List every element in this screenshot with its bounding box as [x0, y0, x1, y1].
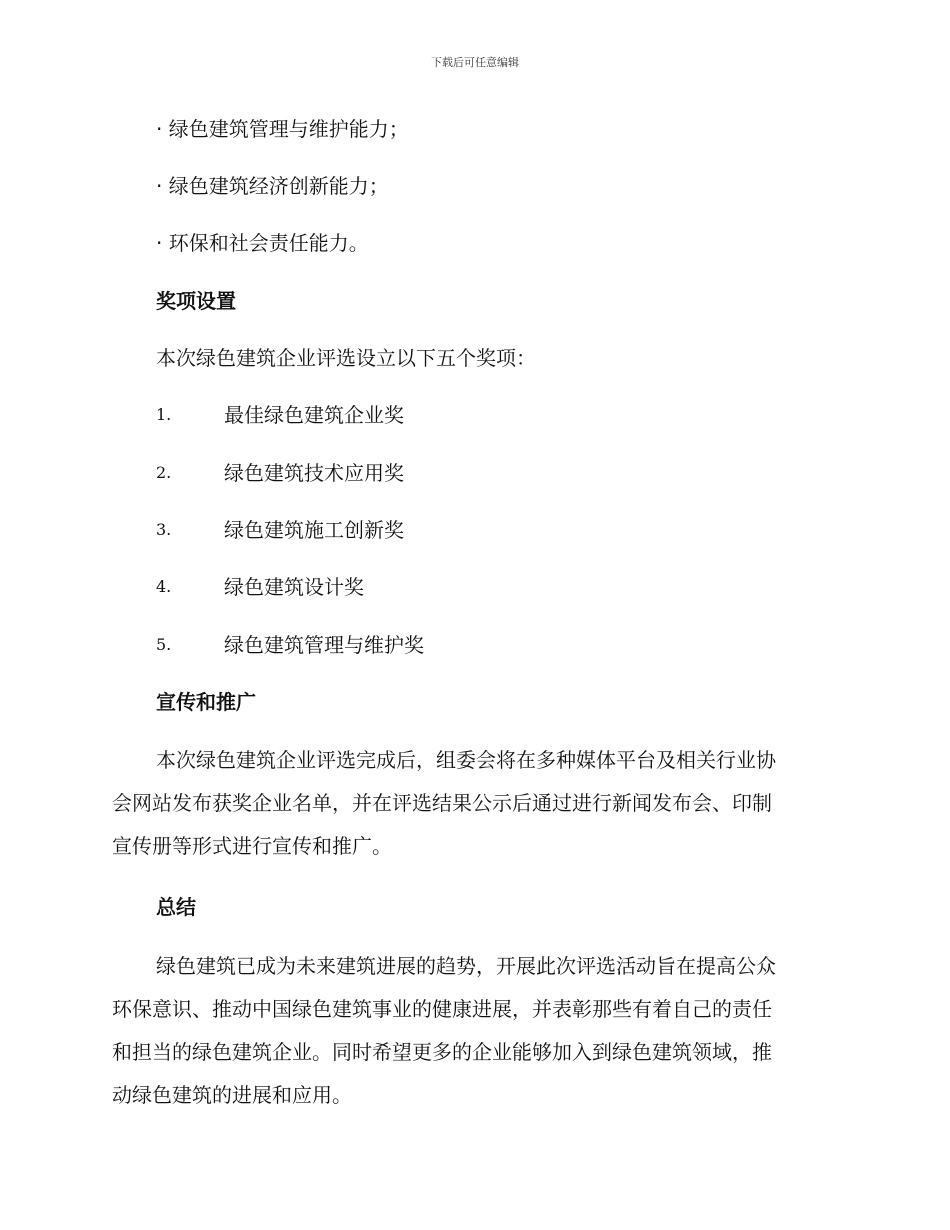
award-number: 4. [156, 577, 172, 596]
paragraph-line: 宣传册等形式进行宣传和推广。 [112, 834, 392, 858]
paragraph-line: 会网站发布获奖企业名单，并在评选结果公示后通过进行新闻发布会、印制 [112, 791, 772, 815]
award-name: 绿色建筑施工创新奖 [224, 518, 404, 542]
paragraph-line: 绿色建筑已成为未来建筑进展的趋势，开展此次评选活动旨在提高公众 [156, 954, 776, 978]
award-number: 5. [156, 635, 172, 654]
section-heading-summary: 总结 [156, 895, 196, 919]
award-number: 1. [156, 405, 172, 424]
bullet-item: · 环保和社会责任能力。 [156, 231, 369, 255]
award-name: 最佳绿色建筑企业奖 [224, 403, 404, 427]
bullet-item: · 绿色建筑经济创新能力； [156, 174, 389, 198]
award-name: 绿色建筑技术应用奖 [224, 461, 404, 485]
paragraph-line: 环保意识、推动中国绿色建筑事业的健康进展，并表彰那些有着自己的责任 [112, 997, 772, 1021]
award-name: 绿色建筑管理与维护奖 [224, 633, 424, 657]
paragraph-line: 和担当的绿色建筑企业。同时希望更多的企业能够加入到绿色建筑领域，推 [112, 1040, 772, 1064]
promotion-paragraph [112, 739, 832, 868]
header-note: 下载后可任意编辑 [431, 56, 519, 69]
bullet-item: · 绿色建筑管理与维护能力； [156, 117, 409, 141]
paragraph-line: 本次绿色建筑企业评选完成后，组委会将在多种媒体平台及相关行业协 [156, 748, 776, 772]
summary-paragraph [112, 945, 832, 1117]
award-number: 3. [156, 520, 172, 539]
awards-intro: 本次绿色建筑企业评选设立以下五个奖项： [156, 346, 536, 370]
award-number: 2. [156, 463, 172, 482]
section-heading-awards: 奖项设置 [156, 289, 236, 313]
paragraph-line: 动绿色建筑的进展和应用。 [112, 1083, 352, 1107]
section-heading-promotion: 宣传和推广 [156, 690, 256, 714]
award-name: 绿色建筑设计奖 [224, 575, 364, 599]
